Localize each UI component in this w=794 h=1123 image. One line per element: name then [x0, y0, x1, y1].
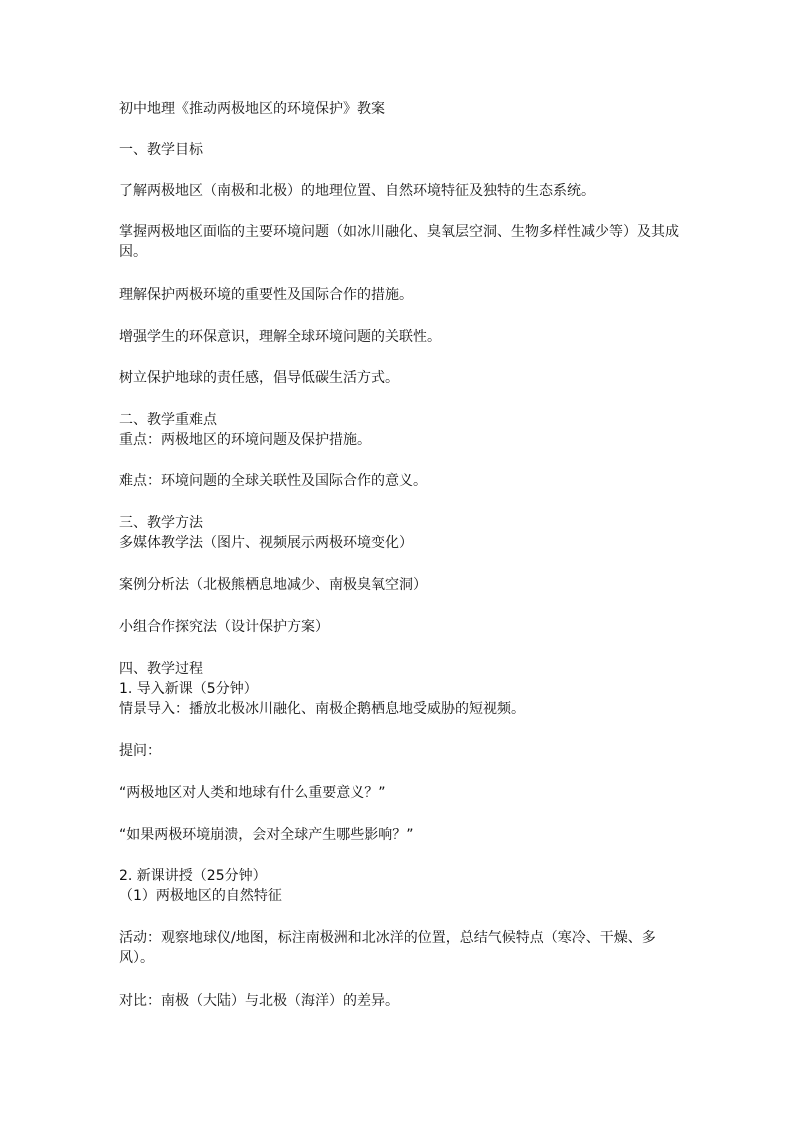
question-item: “两极地区对人类和地球有什么重要意义？”	[119, 785, 386, 801]
activity-text: 活动：观察地球仪/地图，标注南极洲和北冰洋的位置，总结气候特点（寒冷、干燥、多风）。	[119, 930, 656, 966]
difficult-point-text: 难点：环境问题的全球关联性及国际合作的意义。	[119, 473, 427, 489]
subsection-title: （1）两极地区的自然特征	[119, 888, 282, 904]
step-title: 2. 新课讲授（25分钟）	[119, 868, 267, 884]
step-title: 1. 导入新课（5分钟）	[119, 681, 258, 697]
key-point-text: 重点：两极地区的环境问题及保护措施。	[119, 432, 371, 448]
method-item: 小组合作探究法（设计保护方案）	[119, 619, 329, 635]
section-heading-methods: 三、教学方法	[119, 515, 203, 531]
compare-text: 对比：南极（大陆）与北极（海洋）的差异。	[119, 993, 399, 1009]
objective-item: 增强学生的环保意识，理解全球环境问题的关联性。	[119, 329, 441, 345]
objective-item: 理解保护两极环境的重要性及国际合作的措施。	[119, 287, 413, 303]
scene-text: 情景导入：播放北极冰川融化、南极企鹅栖息地受威胁的短视频。	[119, 701, 525, 717]
document-title: 初中地理《推动两极地区的环境保护》教案	[119, 101, 385, 117]
section-heading-objectives: 一、教学目标	[119, 142, 203, 158]
objective-item: 树立保护地球的责任感，倡导低碳生活方式。	[119, 370, 399, 386]
objective-item: 了解两极地区（南极和北极）的地理位置、自然环境特征及独特的生态系统。	[119, 183, 595, 199]
method-item: 多媒体教学法（图片、视频展示两极环境变化）	[119, 535, 413, 551]
question-label: 提问：	[119, 743, 161, 759]
question-item: “如果两极环境崩溃，会对全球产生哪些影响？”	[119, 827, 414, 843]
section-heading-key-points: 二、教学重难点	[119, 412, 217, 428]
method-item: 案例分析法（北极熊栖息地减少、南极臭氧空洞）	[119, 577, 427, 593]
section-heading-process: 四、教学过程	[119, 661, 203, 677]
objective-item: 掌握两极地区面临的主要环境问题（如冰川融化、臭氧层空洞、生物多样性减少等）及其成因。	[119, 224, 679, 260]
